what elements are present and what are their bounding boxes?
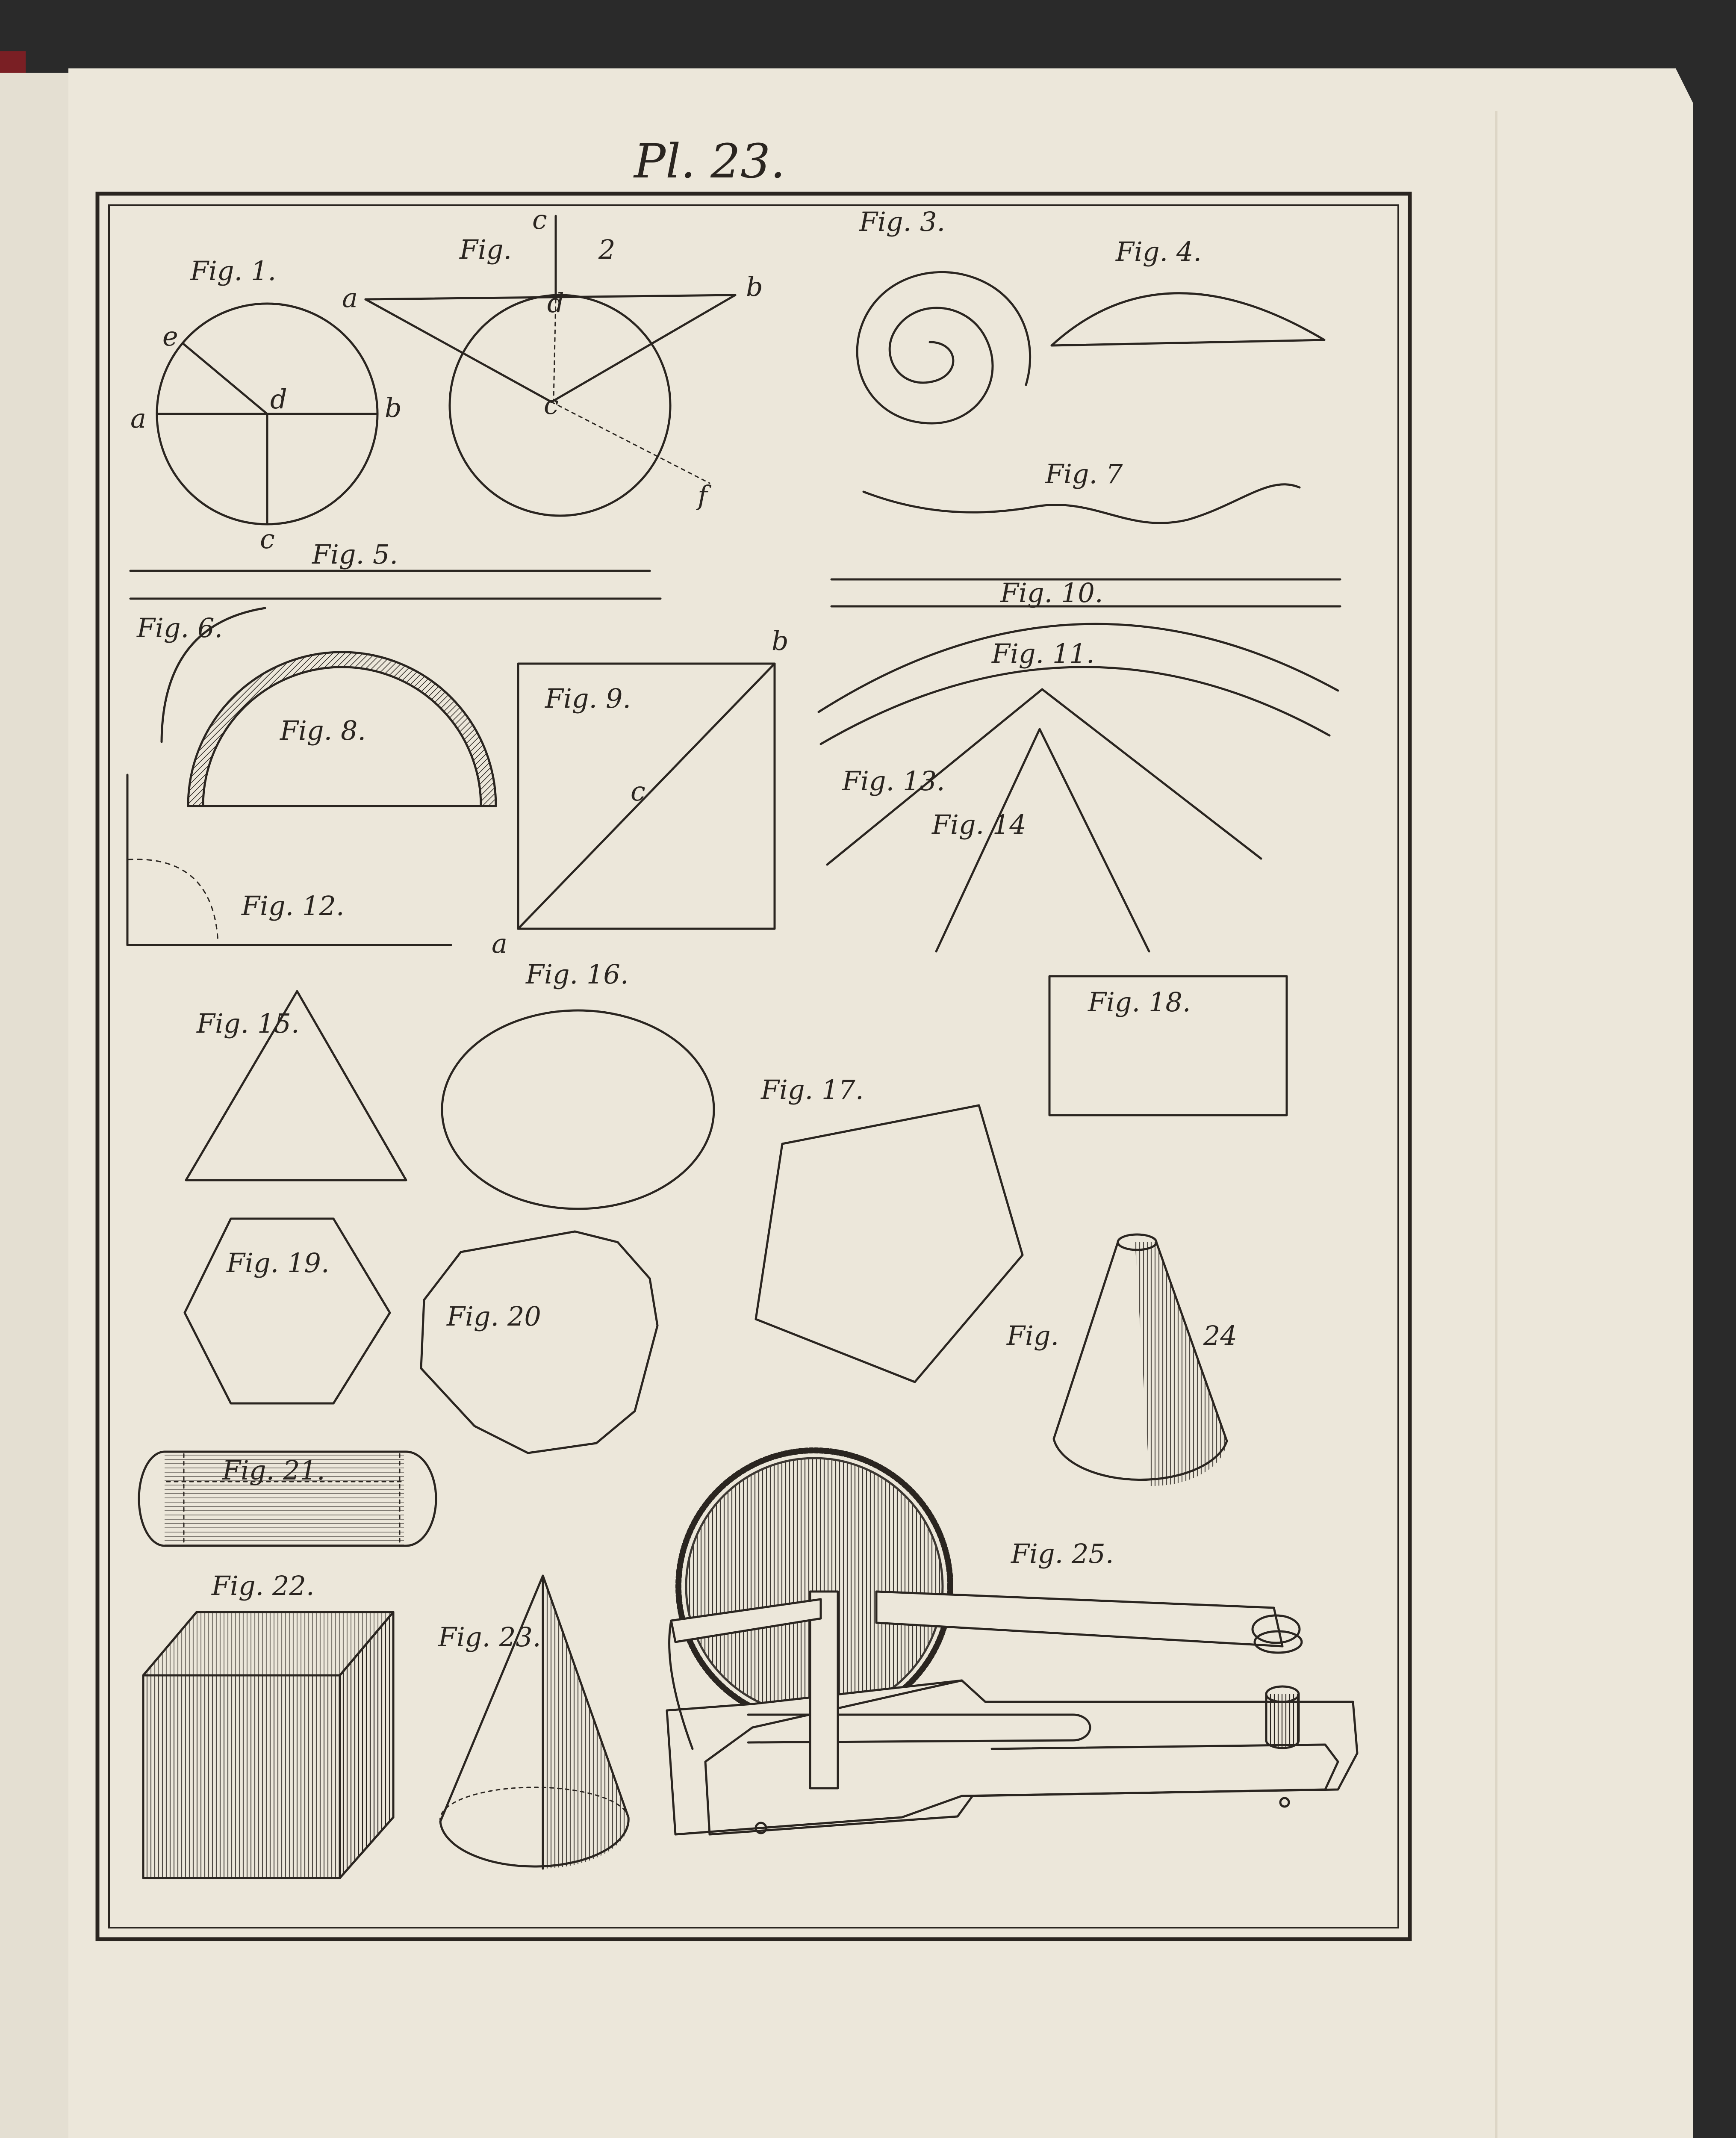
fig10-label: Fig. 10. xyxy=(1000,577,1103,608)
fig19-label: Fig. 19. xyxy=(227,1247,330,1279)
fig13-label: Fig. 13. xyxy=(842,765,945,797)
fig5-label: Fig. 5. xyxy=(312,539,398,570)
fig17-label: Fig. 17. xyxy=(761,1074,864,1105)
fig2-point-d: d xyxy=(547,287,564,319)
fig1-point-a: a xyxy=(130,403,146,434)
fig1-point-b: b xyxy=(385,392,402,423)
fig15-label: Fig. 15. xyxy=(197,1008,300,1039)
fig25-label: Fig. 25. xyxy=(1011,1538,1114,1569)
fig2-number: 2 xyxy=(598,234,616,265)
fig20-label: Fig. 20 xyxy=(447,1301,541,1332)
fig2-point-c-top: c xyxy=(532,204,547,235)
fig9-label: Fig. 9. xyxy=(545,683,631,714)
fig1-label: Fig. 1. xyxy=(190,255,277,286)
fig18-label: Fig. 18. xyxy=(1088,986,1191,1018)
fig16-label: Fig. 16. xyxy=(526,959,629,990)
facing-page-edge xyxy=(0,73,77,2138)
fig2-point-f: f xyxy=(698,480,707,511)
fig4-label: Fig. 4. xyxy=(1116,236,1202,267)
fig11-label: Fig. 11. xyxy=(992,638,1095,669)
fig1-point-d: d xyxy=(270,384,287,415)
fig1-point-c: c xyxy=(260,523,275,555)
fig24-number: 24 xyxy=(1203,1320,1237,1351)
fig8-label: Fig. 8. xyxy=(280,715,366,746)
fig7-label: Fig. 7 xyxy=(1045,458,1123,490)
fig9-point-b: b xyxy=(772,625,789,656)
fig2-point-b: b xyxy=(746,271,763,302)
fig6-label: Fig. 6. xyxy=(137,612,223,644)
fig12-label: Fig. 12. xyxy=(242,890,345,921)
fig2-point-c-center: c xyxy=(544,389,559,420)
plate-title: Pl. 23. xyxy=(634,134,786,189)
fig1-point-e: e xyxy=(162,321,178,352)
fig23-label: Fig. 23. xyxy=(438,1621,541,1653)
fig9-point-c: c xyxy=(631,776,645,807)
fig21-label: Fig. 21. xyxy=(222,1455,325,1486)
fig24-label: Fig. xyxy=(1007,1320,1059,1351)
fig2-point-a: a xyxy=(342,282,358,313)
fig22-cube xyxy=(143,1612,393,1878)
fig22-label: Fig. 22. xyxy=(212,1570,315,1601)
fig2-label: Fig. xyxy=(460,234,512,265)
fig9-point-a: a xyxy=(492,928,507,959)
fig3-label: Fig. 3. xyxy=(859,206,946,237)
fig14-label: Fig. 14 xyxy=(932,809,1026,840)
